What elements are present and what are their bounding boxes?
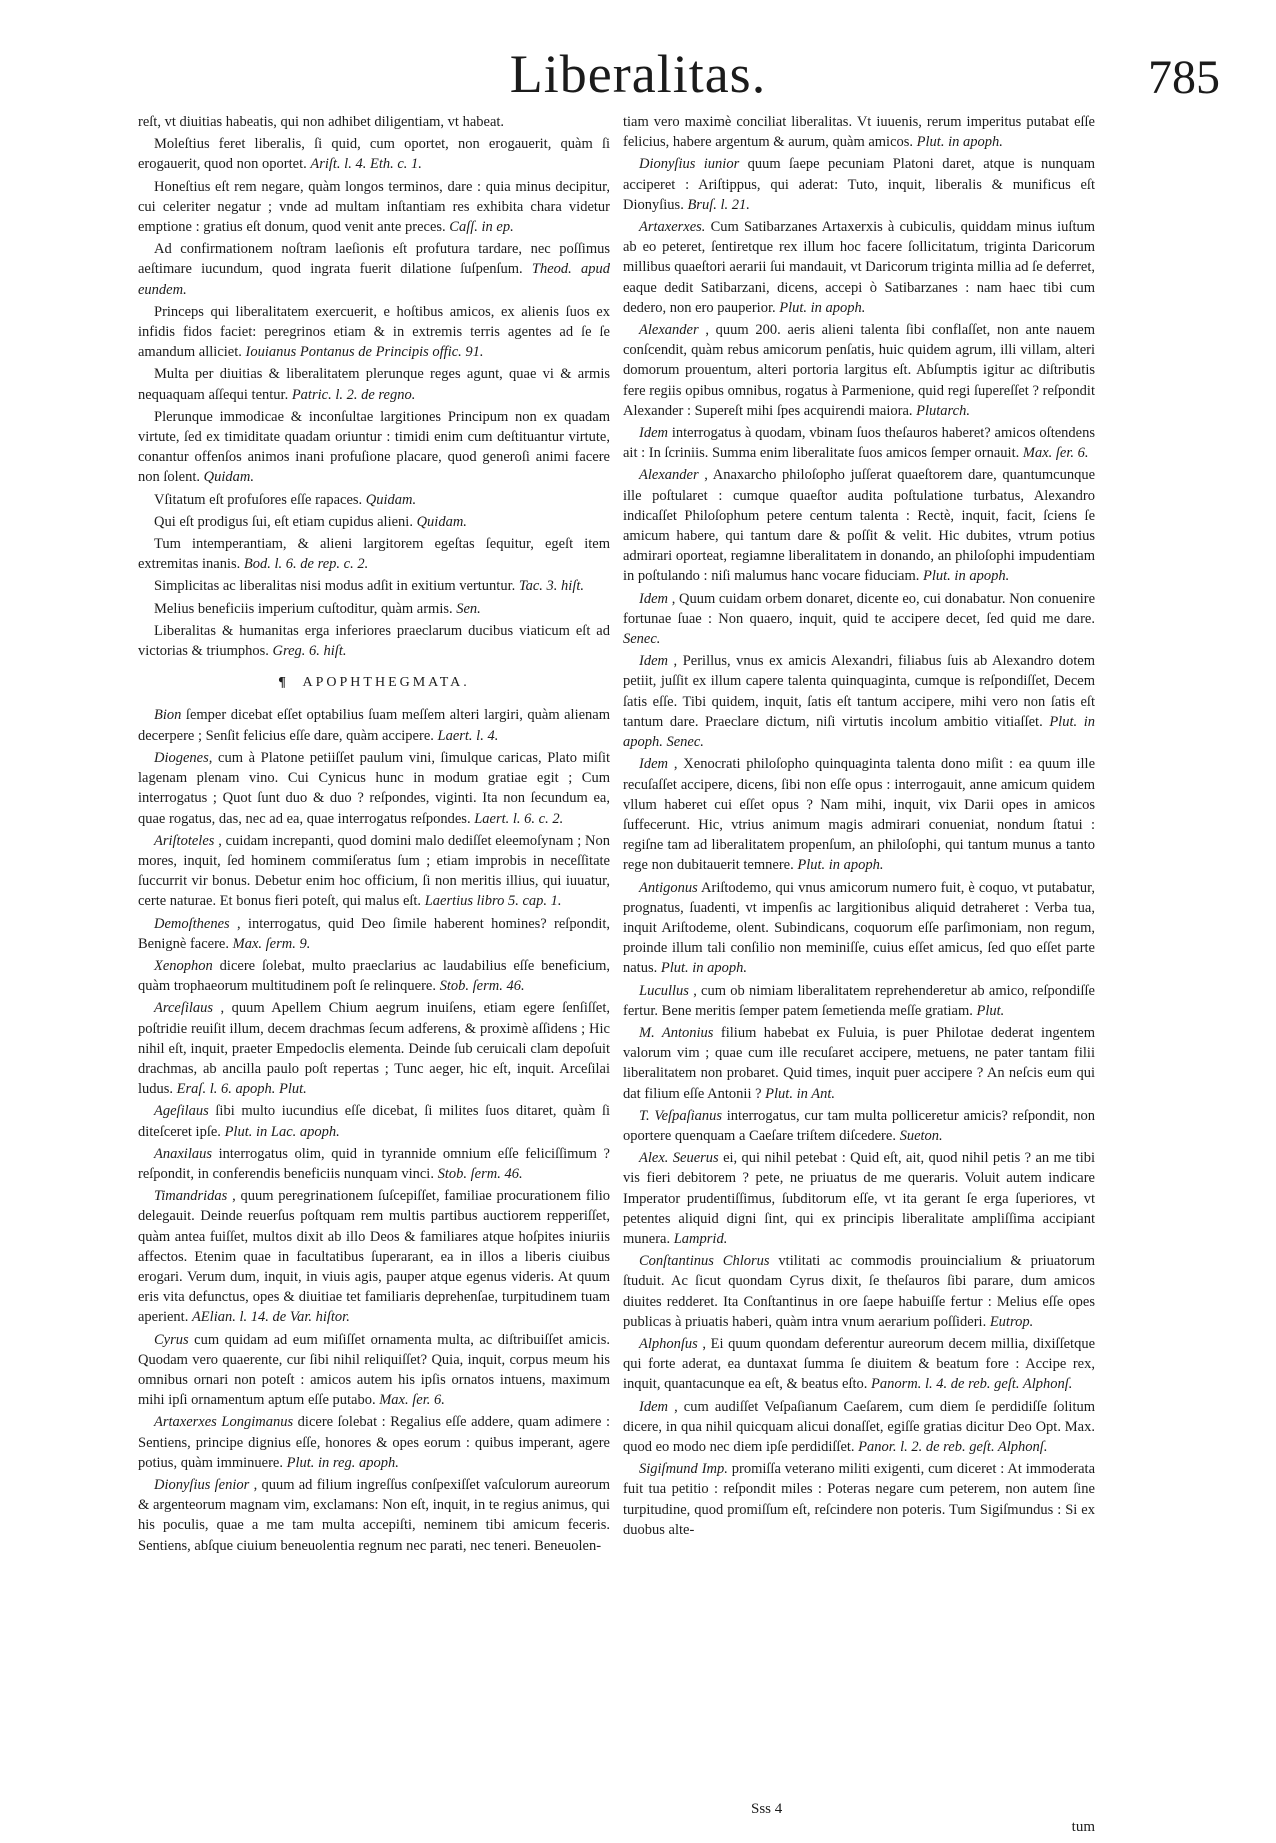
entry-text: , quum Apellem Chium aegrum inuiſens, etiam egere ſenſiſſet, poſtridie reuiſit illum, decem drachmas ſecum adferens, & proximè aſſidens ; Hic nihil eſt, inquit, praeter Empedoclis elementa. Deinde ſub ceruicali clam depoſuit drachmas, ab ancilla paulo poſt repertas ; Tunc aeger, hic eſt, inquit. Arceſilai ludus.: [138, 1000, 611, 1098]
text-entry: [138, 1144, 610, 1184]
text-entry: [138, 1330, 610, 1411]
entry-text: Liberalitas & humanitas erga inferiores praeclarum ducibus viaticum eſt ad victorias & triumphos.: [138, 622, 610, 660]
entry-lead-name: T. Veſpaſianus: [639, 1107, 723, 1124]
entry-lead-name: Antigonus: [639, 879, 698, 896]
text-entry: [623, 320, 1095, 421]
entry-text: vtilitati ac commodis prouincialium & priuatorum ſtuduit. Ac ſicut quondam Cyrus dixit, ſe theſauros ſibi parare, dum amicos diuites redderet. Ita Conſtantinus in ore ſaepe habuiſſe fertur : Melius eſſe opes publicas à priuatis haberi, quàm intra vnum aerarium poſſideri.: [623, 1253, 1095, 1330]
entry-citation: Plut. in apoph. Senec.: [623, 713, 1095, 751]
entry-text: , Quum cuidam orbem donaret, dicente eo, cui donabatur. Non conuenire fortunae ſuae : Non quaero, inquit, quid te accipere decet, ſed quid me dare.: [623, 590, 1096, 627]
entry-citation: Ariſt. l. 4. Eth. c. 1.: [310, 156, 422, 173]
entry-lead-name: M. Antonius: [639, 1024, 714, 1041]
entry-citation: Plut. in Lac. apoph.: [224, 1123, 340, 1140]
text-entry: [623, 754, 1095, 875]
entry-citation: Theod. apud eundem.: [138, 261, 610, 298]
text-entry: [138, 705, 610, 745]
text-entry: [138, 1475, 610, 1556]
right-column: [623, 112, 1095, 1542]
entry-citation: Quidam.: [365, 491, 417, 508]
entry-lead-name: Cyrus: [154, 1331, 189, 1348]
entry-text: tiam vero maximè conciliat liberalitas. Vt iuuenis, rerum imperitus putabat eſſe felicius, habere argentum & aurum, quàm amicos.: [623, 114, 1095, 151]
entry-text: , Anaxarcho philoſopho juſſerat quaeſtorem dare, quantumcunque ille poſtularet : cumque quaeſtor audita poſtulatione turbatus, Alexandro indicaſſet Philoſophum petere centum talenta : Rectè, inquit, facit, ſciens ſe amicum habere, qui tantum dare & poſſit & velit. Hic dubites, vtrum potius admirari oporteat, regiamne liberalitatem in donando, an philoſophi impudentiam in poſtulando : niſi malumus hanc vocare fiduciam.: [623, 467, 1096, 585]
entry-citation: Quidam.: [203, 469, 255, 486]
text-entry: [623, 878, 1095, 979]
entry-citation: Plut. in reg. apoph.: [286, 1454, 399, 1471]
catchword: tum: [1071, 1819, 1095, 1835]
entry-text: Honeſtius eſt rem negare, quàm longos terminos, dare : quia minus decipitur, cui celeriter negatur ; vnde ad multam inſtantiam res exhibita chara videtur emptione : gratius eſt donum, quod venit ante preces.: [138, 178, 610, 236]
entry-text: Tum intemperantiam, & alieni largitorem egeſtas ſequitur, egeſt item extremitas inanis.: [138, 536, 610, 573]
text-entry: [138, 302, 610, 363]
entry-text: dicere ſolebat, multo praeclarius ac laudabilius eſſe beneficium, quàm trophaeorum multitudinem poſt ſe relinquere.: [138, 957, 610, 995]
entry-text: , cuidam increpanti, quod domini malo dediſſet eleemoſynam ; Non mores, inquit, ſed hominem commiſeratus ſum ; etiam improbis in neceſſitate ſuccurrit vir bonus. Debetur enim hoc officium, ſi non meritis illius, qui iuuatur, certe naturae. Et bonus fieri poteſt, qui malus eſt.: [138, 832, 611, 910]
text-entry: [138, 490, 610, 510]
text-entry: [623, 1459, 1095, 1540]
text-entry: [623, 1397, 1095, 1458]
entry-citation: Plut. in apoph.: [916, 134, 1003, 151]
entry-lead-name: Dionyſius iunior: [639, 156, 740, 173]
entry-text: dicere ſolebat : Regalius eſſe addere, quam adimere : Sentiens, principe dignius eſſe, honores & opes eorum : quibus imperant, agere potius, quàm imminuere.: [138, 1414, 611, 1471]
entry-text: Ad confirmationem noſtram laeſionis eſt profutura tardare, nec poſſimus aeſtimare iucundum, quod ingrata fuerit dilatione ſuſpenſum.: [138, 241, 610, 278]
text-entry: [623, 651, 1095, 752]
sentences-section: [138, 112, 610, 661]
entry-text: , Ei quum quondam deferentur aureorum decem millia, dixiſſetque qui forte aderat, ea duntaxat ſumma ſe diuitem & beatum fore : Accipe rex, inquit, quantacunque ea eſt, & beatus eſto.: [623, 1335, 1096, 1393]
text-entry: [623, 1334, 1095, 1395]
left-column: [138, 112, 610, 1558]
text-entry: [623, 465, 1095, 586]
entry-text: Plerunque immodicae & inconſultae largitiones Principum non ex quadam virtute, ſed ex timiditate quadam oriuntur : timidi enim cum deſtituantur virtute, conantur offenſos animos inani profuſione placare, quod generoſi animi facere non ſolent.: [138, 408, 610, 486]
text-entry: [138, 512, 610, 532]
entry-citation: Caſſ. in ep.: [449, 219, 514, 236]
paragraph-mark: ¶: [278, 675, 289, 691]
text-entry: [138, 239, 610, 300]
entry-text: ſemper dicebat eſſet optabilius ſuam meſſem alteri largiri, quàm alienam decerpere ; Senſit felicius eſſe dare, quàm accipere.: [138, 707, 611, 744]
entry-citation: Bruſ. l. 21.: [687, 196, 750, 213]
entry-citation: Patric. l. 2. de regno.: [291, 386, 416, 403]
entry-lead-name: Sigiſmund Imp.: [639, 1461, 728, 1478]
entry-text: , interrogatus, quid Deo ſimile haberent homines? reſpondit, Benignè facere.: [138, 915, 611, 952]
entry-lead-name: Demoſthenes: [154, 915, 230, 932]
entry-text: , quum ad filium ingreſſus conſpexiſſet vaſculorum aureorum & argenteorum magnam vim, exclamans: Non eſt, inquit, in te regius animus, qui his poculis, quae a me tam multa accepiſti, neminem tibi amicum feceris. Sentiens, abſque ciuium beneuolentia regnum nec parati, nec teneri. Beneuolen-: [138, 1477, 610, 1554]
entry-lead-name: Ageſilaus: [154, 1103, 209, 1120]
signature-mark: Sss 4: [751, 1801, 783, 1817]
text-entry: [623, 589, 1095, 650]
text-entry: [623, 217, 1095, 318]
entry-citation: Plut. in apoph.: [923, 568, 1010, 585]
entry-lead-name: Alex. Seuerus: [639, 1150, 719, 1167]
entry-lead-name: Alexander: [639, 322, 699, 339]
entry-lead-name: Ariſtoteles: [154, 832, 215, 849]
entry-citation: Max. ſerm. 9.: [232, 935, 311, 952]
entry-citation: AElian. l. 14. de Var. hiſtor.: [191, 1309, 350, 1326]
text-entry: [138, 134, 610, 174]
entry-text: quum ſaepe pecuniam Platoni daret, atque is nunquam acciperet : Ariſtippus, qui aderat: Tuto, inquit, liberalis & munificus eſt Dionyſius.: [623, 156, 1095, 213]
page-title: Liberalitas.: [509, 44, 767, 104]
apophthegmata-continued: [623, 112, 1095, 1540]
entry-text: ei, qui nihil petebat : Quid eſt, ait, quod nihil petis ? an me tibi vis fieri debitorem ? pete, ne priuatus de me queraris. Voluit autem indicare Imperator prudentiſſimus, ſubditorum eſſe, vt ita gerant ſe erga ſuperiores, vt petentes aliquid digni ſint, qui ex principis liberalitate ampliſſima accipiant munera.: [623, 1150, 1095, 1247]
text-entry: [138, 1412, 610, 1473]
entry-text: reſt, vt diuitias habeatis, qui non adhibet diligentiam, vt habeat.: [138, 114, 505, 130]
text-entry: [623, 981, 1095, 1021]
text-entry: [623, 1106, 1095, 1146]
text-entry: [623, 1148, 1095, 1249]
text-entry: [138, 534, 610, 574]
entry-citation: Plut.: [976, 1002, 1005, 1019]
entry-citation: Tac. 3. hiſt.: [518, 578, 585, 595]
text-entry: [138, 1101, 610, 1141]
entry-citation: Laertius libro 5. cap. 1.: [424, 893, 562, 910]
entry-citation: Lamprid.: [673, 1230, 728, 1247]
entry-text: Ariſtodemo, qui vnus amicorum numero fuit, è coquo, vt putabatur, prognatus, ſuadenti, vt impenſis ac largitionibus aliquid detraheret : Verba tua, inquit Ariſtodeme, olent. Subindicans, coquorum eſſe parſimoniam, non regum, proinde illum tali conſilio non meminiſſe, cuius eſſet amicus, ſed quo eſſet parte natus.: [623, 879, 1095, 977]
entry-lead-name: Artaxerxes.: [639, 219, 706, 236]
text-entry: [138, 112, 610, 132]
entry-citation: Sueton.: [899, 1127, 943, 1144]
entry-lead-name: Idem: [639, 653, 668, 670]
entry-text: interrogatus à quodam, vbinam ſuos theſauros haberet? amicos oſtendens ait : In ſcriniis. Summa enim liberalitate ſuos amicos ſemper ornauit.: [623, 425, 1096, 462]
section-heading: [138, 673, 610, 693]
text-entry: [138, 1186, 610, 1327]
entry-lead-name: Artaxerxes Longimanus: [154, 1414, 294, 1431]
entry-text: cum à Platone petiiſſet paulum vini, ſimulque caricas, Plato miſit lagenam plenam vino. Cui Cynicus hunc in modum gratiae egit ; Cum interrogatus ; Quot ſunt duo & duo ? reſpondes, viginti. Ita non ſecundum ea, quae rogatus, das, nec ad ea, quae interrogatus reſpondes.: [138, 749, 611, 827]
entry-text: Princeps qui liberalitatem exercuerit, e hoſtibus amicos, ex alienis ſuos ex infidis fidos faciet: peregrinos etiam & in extremis terris agentes ad ſe ſe amandum alliciet.: [138, 303, 610, 361]
page-number: 785: [1148, 51, 1220, 104]
text-entry: [623, 112, 1095, 152]
text-entry: [623, 1023, 1095, 1104]
entry-text: ſibi multo iucundius eſſe dicebat, ſi milites ſuos ditaret, quàm ſi diteſceret ipſe.: [138, 1103, 611, 1140]
entry-citation: Panorm. l. 4. de reb. geſt. Alphonſ.: [871, 1376, 1073, 1393]
entry-lead-name: Alexander: [639, 467, 699, 484]
entry-citation: Laert. l. 6. c. 2.: [474, 810, 564, 827]
entry-citation: Max. ſer. 6.: [379, 1392, 445, 1409]
entry-text: filium habebat ex Fuluia, is puer Philotae dederat ingentem valorum vim ; quae cum ille recuſaret accipere, metuens, ne pater tantam filii liberalitatem non probaret. Quid times, inquit puer accipere ? An neſcis eum qui dat filium eſſe Antonii ?: [623, 1024, 1095, 1102]
section-heading-label: APOPHTHEGMATA.: [302, 675, 470, 691]
text-entry: [623, 423, 1095, 463]
text-entry: [138, 364, 610, 404]
entry-lead-name: Arceſilaus: [154, 1000, 214, 1017]
entry-citation: Quidam.: [416, 513, 467, 530]
entry-text: Cum Satibarzanes Artaxerxis à cubiculis, quiddam minus iuſtum ab eo peteret, ſentiretque rex illum hoc facere ſollicitatum, triginta Daricorum millibus quaeſtori aerarii ſui mandauit, vt Daricorum triginta millia ad ſe deferret, eaque dedit Satibarzani, dicens, accepi ò Satibarzanes : nam haec tibi cum dedero, non ero pauperior.: [623, 219, 1095, 316]
entry-lead-name: Dionyſius ſenior: [154, 1477, 250, 1493]
entry-lead-name: Alphonſus: [639, 1335, 698, 1352]
entry-text: , cum audiſſet Veſpaſianum Caeſarem, cum diem ſe perdidiſſe ſolitum dicere, in qua nihil quicquam alicui donaſſet, egiſſe gratias dicitur Deo Opt. Max. quod eo modo nec diem ipſe perdidiſſet.: [623, 1398, 1096, 1455]
entry-lead-name: Bion: [154, 707, 182, 724]
entry-lead-name: Xenophon: [154, 957, 213, 974]
entry-text: Melius beneficiis imperium cuſtoditur, quàm armis.: [154, 600, 453, 617]
entry-lead-name: Lucullus: [639, 982, 689, 999]
entry-text: , quum peregrinationem ſuſcepiſſet, familiae procurationem filio delegauit. Deinde reuerſus poſtquam rem multis partibus auctiorem repperiſſet, quàm antea fuiſſet, multos dixit ab illo Deos & familiares atque hoſpites iniuriis affectos. Etenim quae in facultatibus ſuperarant, ea in illos a liberis ciuibus erogari. Verum dum, inquit, in viuis agis, pauper atque egenus videris. At quum eris vita defunctus, opes & diuitiae tet familiaris deprehenſae, turpitudinem tuam aperient.: [138, 1188, 611, 1326]
entry-citation: Stob. ſerm. 46.: [439, 978, 525, 995]
entry-citation: Plutarch.: [916, 402, 970, 419]
entry-lead-name: Anaxilaus: [154, 1145, 212, 1162]
entry-lead-name: Timandridas: [154, 1188, 228, 1205]
entry-text: , Perillus, vnus ex amicis Alexandri, filiabus ſuis ab Alexandro dotem petiit, juſſit ex illum capere talenta quinquaginta, cumque is reſpondiſſet, Decem ſatis eſſe. Tibi quidem, inquit, ſatis eſt tantum accipere, mihi vero non ſatis eſt tantum dare. Praeclare dictum, niſi virtutis incolum ambitio vitiaſſet.: [623, 653, 1096, 730]
entry-citation: Plut. in apoph.: [660, 960, 748, 977]
entry-citation: Laert. l. 4.: [437, 727, 499, 744]
text-entry: [138, 914, 610, 954]
entry-text: Qui eſt prodigus ſui, eſt etiam cupidus alieni.: [154, 513, 413, 530]
entry-lead-name: Diogenes,: [154, 749, 213, 766]
text-entry: [623, 154, 1095, 215]
entry-text: Moleſtius feret liberalis, ſi quid, cum oportet, non erogauerit, quàm ſi erogauerit, quod non oportet.: [138, 136, 610, 173]
entry-text: Vſitatum eſt profuſores eſſe rapaces.: [154, 491, 363, 508]
entry-text: Simplicitas ac liberalitas nisi modus adſit in exitium vertuntur.: [154, 578, 516, 595]
entry-text: interrogatus olim, quid in tyrannide omnium eſſe feliciſſimum ? reſpondit, in conferendis beneficiis nunquam vinci.: [138, 1145, 610, 1182]
entry-citation: Iouianus Pontanus de Principis offic. 91.: [245, 344, 484, 361]
entry-lead-name: Conſtantinus Chlorus: [639, 1253, 770, 1270]
text-entry: [138, 831, 610, 912]
text-entry: [138, 407, 610, 488]
entry-text: promiſſa veterano militi exigenti, cum diceret : At immoderata fuit tua petitio : reſpondit miles : Poteras negare cum peterem, non autem ſine turpitudine, quod promiſſum eſt, reſcindere non poteris. Tum Sigiſmundus : Si ex duobus alte-: [623, 1461, 1096, 1538]
entry-text: , quum 200. aeris alieni talenta ſibi conflaſſet, non ante nauem conſcendit, quàm rebus amicorum penſatis, huic quidem agrum, illi villam, alteri domorum prouentum, alteri portoria largitus eſt. Abſumptis igitur ac diſtributis fere regiis opibus omnibus, rogatus à Parmenione, quid regi ſupereſſet ? reſpondit Alexander : Supereſt mihi ſpes acquirendi maiora.: [623, 322, 1095, 419]
entry-citation: Plut. in apoph.: [779, 299, 866, 316]
text-entry: [138, 576, 610, 596]
apophthegmata-section: [138, 705, 610, 1555]
entry-citation: Stob. ſerm. 46.: [437, 1165, 523, 1182]
entry-text: cum quidam ad eum miſiſſet ornamenta multa, ac diſtribuiſſet amicis. Quodam vero quaerente, cur ſibi nihil reliquiſſet? Quia, inquit, corpus meum his omnibus ornari non poteſt : amicos autem his ipſis ornatos intuens, maximum mihi ipſi ornamentum aptum eſſe putabo.: [138, 1331, 610, 1409]
entry-text: , Xenocrati philoſopho quinquaginta talenta dono miſit : ea quum ille recuſaſſet accipere, dicens, ſibi non eſſe opus : interrogauit, anne amicum quidem vllum haberet cui eſſet opus ? Nam mihi, inquit, vix Darii opes in amicos ſuffecerunt. Hic, vtrius animum magis admirari conueniat, nondum ſtatui : regiſne tam ad liberalitatem propenſum, an philoſophi, qui tantum munus a tanto rege non dubitauerit temnere.: [623, 756, 1096, 874]
entry-lead-name: Idem: [639, 590, 668, 607]
text-entry: [138, 748, 610, 829]
text-entry: [623, 1251, 1095, 1332]
entry-text: interrogatus, cur tam multa polliceretur amicis? reſpondit, non oportere quenquam a Caeſare triſtem diſcedere.: [623, 1107, 1095, 1144]
entry-citation: Bod. l. 6. de rep. c. 2.: [243, 556, 369, 573]
page-footer: [623, 1800, 1095, 1836]
entry-text: , cum ob nimiam liberalitatem reprehenderetur ab amico, reſpondiſſe fertur. Bene meritis ſemper patem ſemetienda meſſe gratiam.: [623, 982, 1095, 1019]
entry-citation: Eraſ. l. 6. apoph. Plut.: [176, 1081, 307, 1098]
entry-citation: Senec.: [623, 631, 661, 648]
entry-lead-name: Idem: [639, 425, 668, 442]
entry-citation: Plut. in Ant.: [765, 1085, 835, 1102]
entry-text: Multa per diuitias & liberalitatem plerunque reges agunt, quae vi & armis nequaquam aſſequi tentur.: [138, 366, 610, 403]
entry-citation: Panor. l. 2. de reb. geſt. Alphonſ.: [858, 1439, 1048, 1455]
entry-lead-name: Idem: [639, 756, 668, 773]
entry-citation: Greg. 6. hiſt.: [272, 643, 347, 660]
text-entry: [138, 621, 610, 661]
entry-citation: Plut. in apoph.: [797, 857, 884, 874]
text-entry: [138, 177, 610, 238]
entry-lead-name: Idem: [639, 1398, 668, 1415]
entry-citation: Sen.: [456, 600, 481, 617]
page-header: [0, 22, 1276, 112]
entry-citation: Max. ſer. 6.: [1022, 445, 1089, 462]
text-entry: [138, 956, 610, 996]
text-entry: [138, 998, 610, 1099]
entry-citation: Eutrop.: [989, 1313, 1034, 1330]
text-entry: [138, 599, 610, 619]
